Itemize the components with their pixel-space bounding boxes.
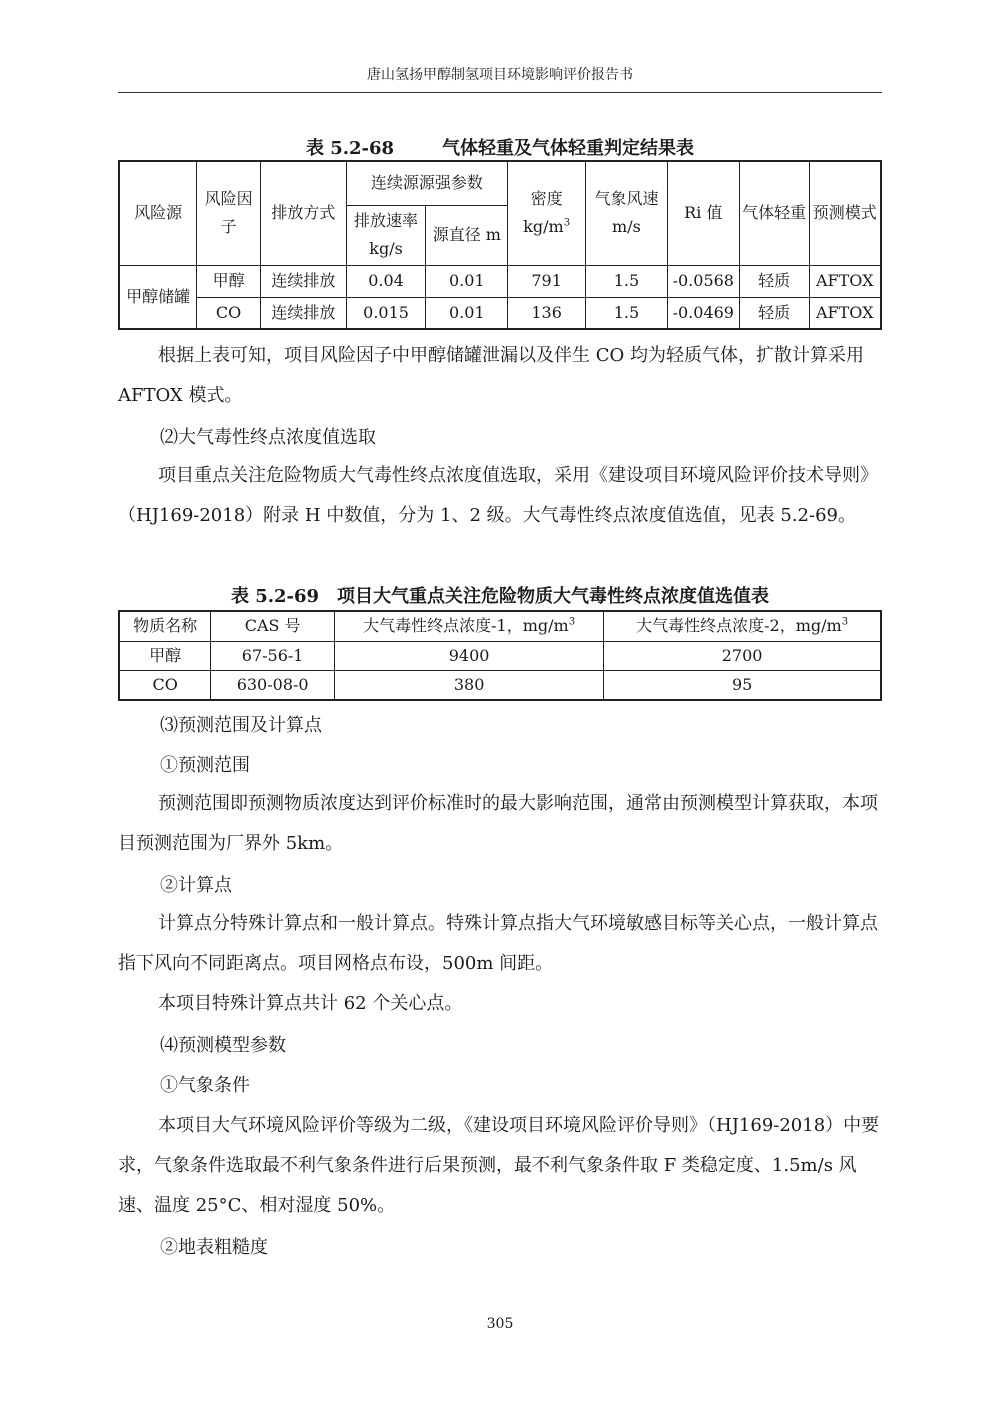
header-factor: 风险因子 [197, 161, 261, 265]
paragraph: 预测范围即预测物质浓度达到评价标准时的最大影响范围，通常由预测模型计算获取，本项目预测范围为厂界外 5km。 [118, 793, 878, 854]
header-ri: Ri 值 [667, 161, 739, 265]
cell-factor: 甲醇 [197, 265, 261, 297]
table1-caption-number: 表 5.2-68 [305, 138, 395, 159]
header-rate: 排放速率 kg/s [346, 205, 426, 265]
cell-mode: 连续排放 [261, 297, 347, 329]
cell-ri: -0.0568 [667, 265, 739, 297]
cell-diameter: 0.01 [426, 297, 508, 329]
running-header: 唐山氢扬甲醇制氢项目环境影响评价报告书 [367, 67, 633, 83]
table-row [119, 297, 881, 329]
cell-model: AFTOX [809, 297, 881, 329]
cell-rate: 0.015 [346, 297, 426, 329]
header-source: 风险源 [119, 161, 197, 265]
table1-caption [118, 134, 882, 160]
header-mode: 排放方式 [261, 161, 347, 265]
toxicity-endpoint-table [118, 610, 882, 701]
cell-name: 甲醇 [119, 641, 211, 670]
subheading: ⑵大气毒性终点浓度值选取 [160, 427, 376, 448]
subheading: ①预测范围 [160, 755, 250, 776]
cell-rate: 0.04 [346, 265, 426, 297]
table2-caption-title: 项目大气重点关注危险物质大气毒性终点浓度值选值表 [337, 586, 770, 607]
cell-cas: 67-56-1 [211, 641, 335, 670]
header-name: 物质名称 [119, 611, 211, 641]
cell-c1: 380 [334, 670, 603, 700]
subheading: ①气象条件 [160, 1075, 250, 1096]
cell-density: 791 [508, 265, 586, 297]
header-rule [118, 92, 882, 93]
header-concentration-1: 大气毒性终点浓度-1，$mg/m^3$ [334, 611, 603, 641]
cell-gas: 轻质 [739, 297, 809, 329]
header-concentration-2: 大气毒性终点浓度-2，$mg/m^3$ [604, 611, 881, 641]
paragraph: 项目重点关注危险物质大气毒性终点浓度值选取，采用《建设项目环境风险评价技术导则》（HJ169-2018）附录 H 中数值，分为 1、2 级。大气毒性终点浓度值选值，见表 5.2-69。 [118, 465, 878, 526]
table-row [119, 265, 881, 297]
table-row [119, 641, 881, 670]
subheading: ⑷预测模型参数 [160, 1035, 286, 1056]
header-cas: CAS 号 [211, 611, 335, 641]
header-wind: 气象风速 m/s [586, 161, 668, 265]
subheading: ②计算点 [160, 875, 232, 896]
table2-caption [118, 582, 882, 608]
table2-caption-number: 表 5.2-69 [230, 586, 320, 607]
cell-mode: 连续排放 [261, 265, 347, 297]
header-source-params: 连续源源强参数 [346, 161, 508, 205]
cell-c2: 95 [604, 670, 881, 700]
cell-model: AFTOX [809, 265, 881, 297]
cell-c2: 2700 [604, 641, 881, 670]
cell-factor: CO [197, 297, 261, 329]
cell-gas: 轻质 [739, 265, 809, 297]
cell-wind: 1.5 [586, 265, 668, 297]
cell-name: CO [119, 670, 211, 700]
cell-diameter: 0.01 [426, 265, 508, 297]
cell-c1: 9400 [334, 641, 603, 670]
subheading: ②地表粗糙度 [160, 1237, 268, 1258]
table-row [119, 670, 881, 700]
cell-cas: 630-08-0 [211, 670, 335, 700]
cell-source: 甲醇储罐 [119, 265, 197, 329]
paragraph: 本项目特殊计算点共计 62 个关心点。 [158, 993, 463, 1014]
subheading: ⑶预测范围及计算点 [160, 715, 322, 736]
page-number: 305 [486, 1316, 514, 1332]
gas-weight-table [118, 160, 882, 330]
header-model: 预测模式 [809, 161, 881, 265]
cell-wind: 1.5 [586, 297, 668, 329]
table1-caption-title: 气体轻重及气体轻重判定结果表 [442, 138, 695, 159]
cell-density: 136 [508, 297, 586, 329]
paragraph: 计算点分特殊计算点和一般计算点。特殊计算点指大气环境敏感目标等关心点，一般计算点指下风向不同距离点。项目网格点布设，500m 间距。 [118, 913, 878, 974]
header-gas: 气体轻重 [739, 161, 809, 265]
header-diameter: 源直径 m [426, 205, 508, 265]
header-density: 密度 $kg/m^3$ [508, 161, 586, 265]
cell-ri: -0.0469 [667, 297, 739, 329]
paragraph: 根据上表可知，项目风险因子中甲醇储罐泄漏以及伴生 CO 均为轻质气体，扩散计算采用 AFTOX 模式。 [118, 345, 864, 406]
paragraph: 本项目大气环境风险评价等级为二级，《建设项目环境风险评价导则》（HJ169-2018）中要求，气象条件选取最不利气象条件进行后果预测，最不利气象条件取 F 类稳定度、1.5m/s 风速、温度 25°C、相对湿度 50%。 [118, 1115, 880, 1216]
